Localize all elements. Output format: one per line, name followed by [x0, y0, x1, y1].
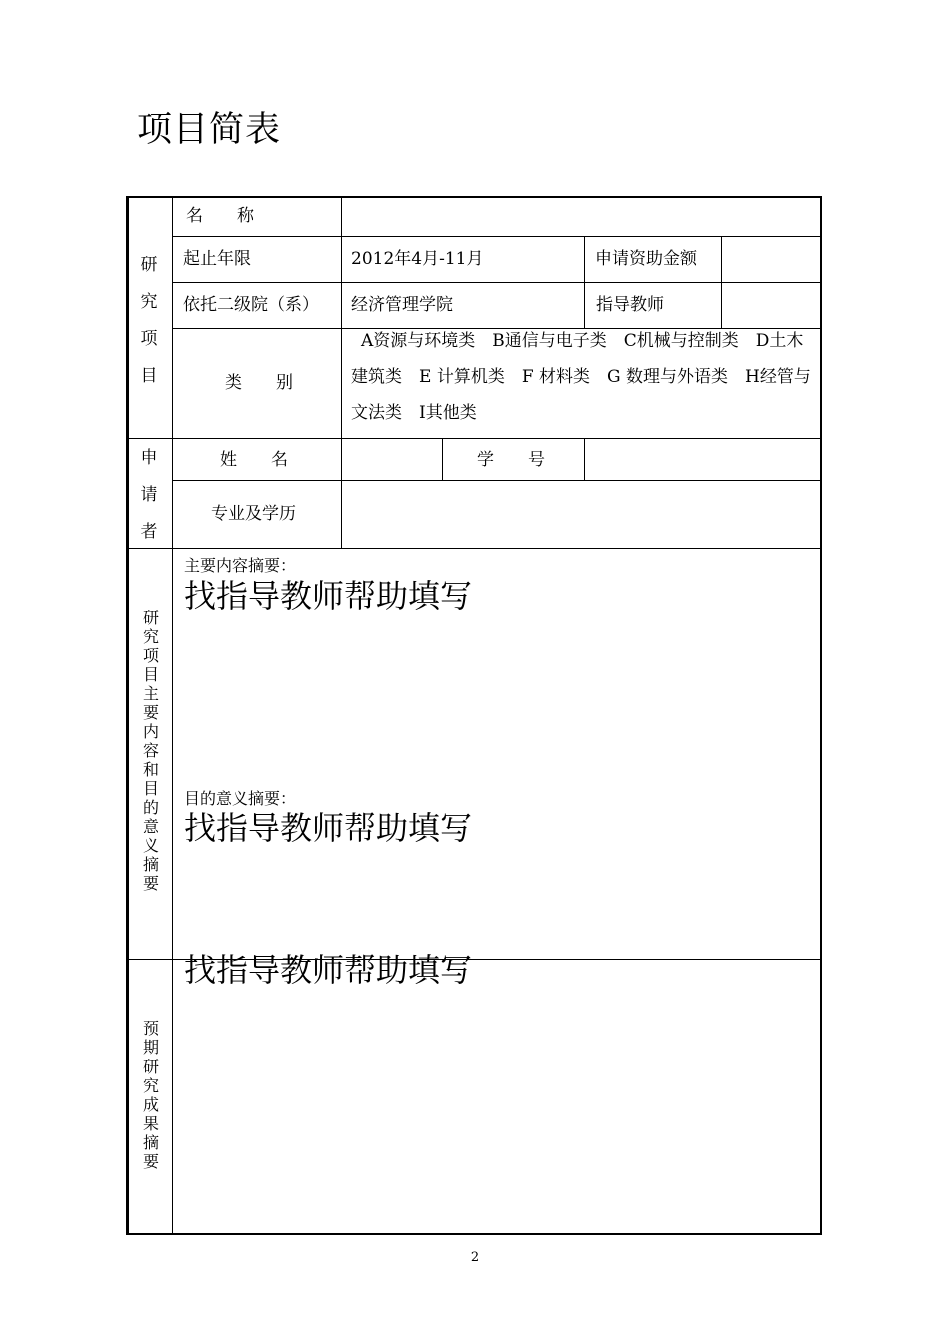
- table-border-right: [820, 196, 822, 1235]
- period-label: 起止年限: [183, 249, 251, 269]
- section-expected: 预期研究成果摘要: [142, 1019, 159, 1171]
- category-label: 类 别: [225, 373, 293, 393]
- category-options[interactable]: A资源与环境类 B通信与电子类 C机械与控制类 D土木建筑类 E 计算机类 F 材料类 G 数理与外语类 H经管与文法类 I其他类: [351, 331, 811, 423]
- funding-divider-left: [584, 236, 585, 328]
- table-border-bottom: [126, 1233, 822, 1235]
- purpose-summary-text[interactable]: 找指导教师帮助填写: [184, 809, 473, 847]
- section-applicant: 申请者: [140, 448, 158, 542]
- section-divider: [172, 196, 173, 1235]
- content-summary-label: 主要内容摘要：: [184, 556, 297, 575]
- funding-divider-right: [721, 236, 722, 328]
- student-id-divider-right: [584, 438, 585, 480]
- section-summary: 研究项目主要内容和目的意义摘要: [142, 608, 159, 893]
- row-rule-6: [126, 548, 822, 549]
- content-summary-text[interactable]: 找指导教师帮助填写: [184, 577, 473, 615]
- student-id-divider-left: [442, 438, 443, 480]
- name-label: 名 称: [186, 206, 254, 226]
- label-divider-top: [341, 196, 342, 438]
- period-value[interactable]: 2012年4月-11月: [351, 249, 484, 269]
- page-number: 2: [470, 1250, 480, 1265]
- expected-results-text[interactable]: 找指导教师帮助填写: [184, 951, 473, 989]
- label-divider-applicant: [341, 438, 342, 548]
- college-label: 依托二级院（系）: [183, 295, 319, 315]
- funding-label: 申请资助金额: [595, 249, 697, 269]
- page-title: 项目简表: [137, 110, 282, 150]
- table-border-left: [126, 196, 129, 1235]
- college-value[interactable]: 经济管理学院: [351, 295, 453, 315]
- student-id-label: 学 号: [477, 450, 545, 470]
- row-rule-4: [126, 438, 822, 439]
- major-label: 专业及学历: [211, 504, 296, 524]
- applicant-name-label: 姓 名: [220, 450, 288, 470]
- row-rule-2: [172, 282, 822, 283]
- purpose-summary-label: 目的意义摘要：: [184, 789, 297, 808]
- row-rule-5: [172, 480, 822, 481]
- section-research-project: 研究项目: [140, 255, 158, 386]
- row-rule-1: [172, 236, 822, 237]
- table-border-top: [126, 196, 822, 198]
- advisor-label: 指导教师: [596, 295, 664, 315]
